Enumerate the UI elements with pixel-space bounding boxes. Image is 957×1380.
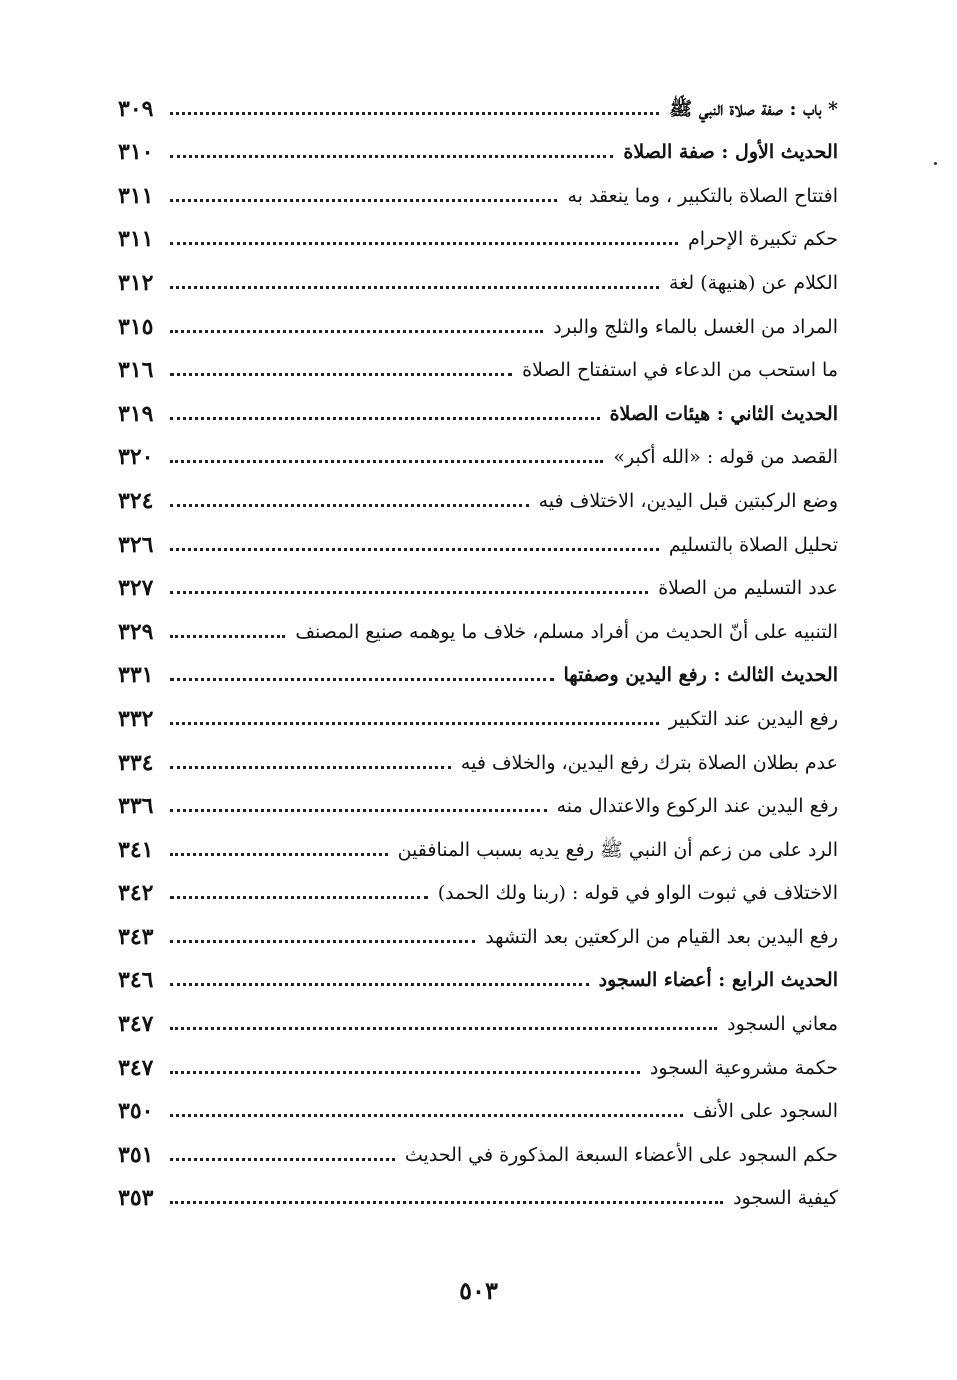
- toc-entry: [118, 520, 838, 564]
- toc-entry-title: الحديث الأول : صفة الصلاة: [623, 141, 838, 164]
- dot-leader: [170, 417, 600, 420]
- toc-entry-title: الرد على من زعم أن النبي ﷺ رفع يديه بسبب المنافقين: [397, 838, 838, 861]
- toc-entry-title: عدد التسليم من الصلاة: [658, 577, 838, 600]
- toc-page-number: ٣٢٠: [118, 444, 154, 471]
- toc-page-number: ٣٤٧: [118, 1011, 154, 1038]
- toc-entry-title: رفع اليدين بعد القيام من الركعتين بعد التشهد: [485, 925, 838, 948]
- toc-entry: [118, 912, 838, 956]
- toc-entry: [118, 1087, 838, 1131]
- toc-page-number: ٣٤١: [118, 836, 154, 863]
- toc-entry: [118, 1043, 838, 1087]
- toc-entry: [118, 1174, 838, 1218]
- toc-entry: [118, 258, 838, 302]
- toc-entry-title: رفع اليدين عند التكبير: [668, 707, 838, 730]
- toc-entry: [118, 476, 838, 520]
- toc-entry: [118, 782, 838, 826]
- dot-leader: [170, 548, 659, 551]
- toc-entry-title: الحديث الثاني : هيئات الصلاة: [609, 402, 838, 425]
- dot-leader: [170, 1114, 683, 1117]
- toc-section-heading: [118, 956, 838, 1000]
- dot-leader: [170, 591, 648, 594]
- toc-section-heading: [118, 128, 838, 172]
- toc-page-number: ٣٣١: [118, 662, 154, 689]
- dot-leader: [170, 766, 451, 769]
- toc-entry-title: حكم السجود على الأعضاء السبعة المذكورة في الحديث: [404, 1143, 838, 1166]
- toc-entry: [118, 607, 838, 651]
- toc-page-number: ٣١١: [118, 226, 154, 253]
- toc-entry-title: تحليل الصلاة بالتسليم: [668, 533, 838, 556]
- toc-entry-title: حكمة مشروعية السجود: [649, 1056, 838, 1079]
- toc-entry-title: التنبيه على أنّ الحديث من أفراد مسلم، خلاف ما يوهمه صنيع المصنف: [295, 620, 838, 643]
- toc-entry-title: الحديث الرابع : أعضاء السجود: [598, 969, 838, 992]
- dot-leader: [170, 460, 603, 463]
- toc-entry: [118, 564, 838, 608]
- toc-page-number: ٣٤٣: [118, 923, 154, 950]
- toc-entry-title: عدم بطلان الصلاة بترك رفع اليدين، والخلاف فيه: [460, 751, 838, 774]
- toc-page-number: ٣٥٣: [118, 1185, 154, 1212]
- toc-entry: [118, 346, 838, 390]
- dot-leader: [170, 896, 428, 899]
- toc-page-number: ٣١٦: [118, 357, 154, 384]
- toc-page-number: ٣٢٦: [118, 531, 154, 558]
- toc-page-number: ٣٢٤: [118, 487, 154, 514]
- toc-page-number: ٣١٩: [118, 400, 154, 427]
- toc-section-heading: [118, 84, 838, 128]
- toc-entry: [118, 171, 838, 215]
- toc-section-heading: [118, 389, 838, 433]
- dot-leader: [170, 112, 659, 115]
- toc-entry: [118, 869, 838, 913]
- toc-entry-title: رفع اليدين عند الركوع والاعتدال منه: [556, 795, 838, 818]
- dot-leader: [170, 809, 547, 812]
- toc-page-number: ٣٥٠: [118, 1098, 154, 1125]
- toc-entry: [118, 999, 838, 1043]
- toc-page-number: ٣٣٦: [118, 793, 154, 820]
- dot-leader: [170, 1027, 717, 1030]
- toc-entry: [118, 1130, 838, 1174]
- dot-leader: [170, 242, 678, 245]
- margin-dot: [934, 162, 937, 165]
- toc-section-heading: [118, 651, 838, 695]
- toc-entry: [118, 738, 838, 782]
- toc-entry-title: الكلام عن (هنيهة) لغة: [669, 271, 838, 294]
- dot-leader: [170, 940, 475, 943]
- toc-page-number: ٣٤٧: [118, 1054, 154, 1081]
- table-of-contents: [118, 84, 838, 1217]
- toc-entry-title: معاني السجود: [727, 1013, 838, 1036]
- dot-leader: [170, 853, 388, 856]
- dot-leader: [170, 678, 554, 681]
- toc-entry-title: الحديث الثالث : رفع اليدين وصفتها: [563, 664, 838, 687]
- toc-entry-title: القصد من قوله : «الله أكبر»: [613, 446, 838, 469]
- toc-page-number: ٣١٠: [118, 139, 154, 166]
- toc-entry-title: افتتاح الصلاة بالتكبير ، وما ينعقد به: [567, 184, 838, 207]
- dot-leader: [170, 373, 512, 376]
- toc-entry-title: كيفية السجود: [733, 1187, 838, 1210]
- toc-page-number: ٣١٢: [118, 269, 154, 296]
- dot-leader: [170, 504, 529, 507]
- toc-entry-title: الاختلاف في ثبوت الواو في قوله : (ربنا ولك الحمد): [437, 882, 838, 905]
- toc-entry: [118, 694, 838, 738]
- dot-leader: [170, 155, 613, 158]
- toc-entry: [118, 825, 838, 869]
- toc-page-number: ٣١١: [118, 182, 154, 209]
- toc-entry-title: السجود على الأنف: [692, 1100, 838, 1123]
- toc-entry-title: * باب : صفة صلاة النبي ﷺ: [669, 97, 838, 120]
- toc-page-number: ٣١٥: [118, 313, 154, 340]
- toc-entry-title: وضع الركبتين قبل اليدين، الاختلاف فيه: [538, 489, 838, 512]
- dot-leader: [170, 199, 557, 202]
- toc-page-number: ٣٤٦: [118, 967, 154, 994]
- dot-leader: [170, 722, 659, 725]
- toc-entry: [118, 215, 838, 259]
- dot-leader: [170, 286, 659, 289]
- toc-page-number: ٣٠٩: [118, 95, 154, 122]
- dot-leader: [170, 983, 589, 986]
- dot-leader: [170, 1158, 395, 1161]
- toc-page-number: ٣٢٩: [118, 618, 154, 645]
- toc-entry: [118, 433, 838, 477]
- dot-leader: [170, 1071, 640, 1074]
- toc-page-number: ٣٤٢: [118, 880, 154, 907]
- toc-entry: [118, 302, 838, 346]
- toc-page-number: ٣٣٢: [118, 705, 154, 732]
- dot-leader: [170, 1201, 723, 1204]
- page-number: ٥٠٣: [459, 1276, 498, 1305]
- toc-entry-title: المراد من الغسل بالماء والثلج والبرد: [553, 315, 838, 338]
- toc-page-number: ٣٢٧: [118, 575, 154, 602]
- toc-entry-title: حكم تكبيرة الإحرام: [687, 228, 838, 251]
- dot-leader: [170, 635, 285, 638]
- toc-page-number: ٣٥١: [118, 1141, 154, 1168]
- dot-leader: [170, 330, 543, 333]
- toc-page-number: ٣٣٤: [118, 749, 154, 776]
- toc-entry-title: ما استحب من الدعاء في استفتاح الصلاة: [522, 359, 838, 382]
